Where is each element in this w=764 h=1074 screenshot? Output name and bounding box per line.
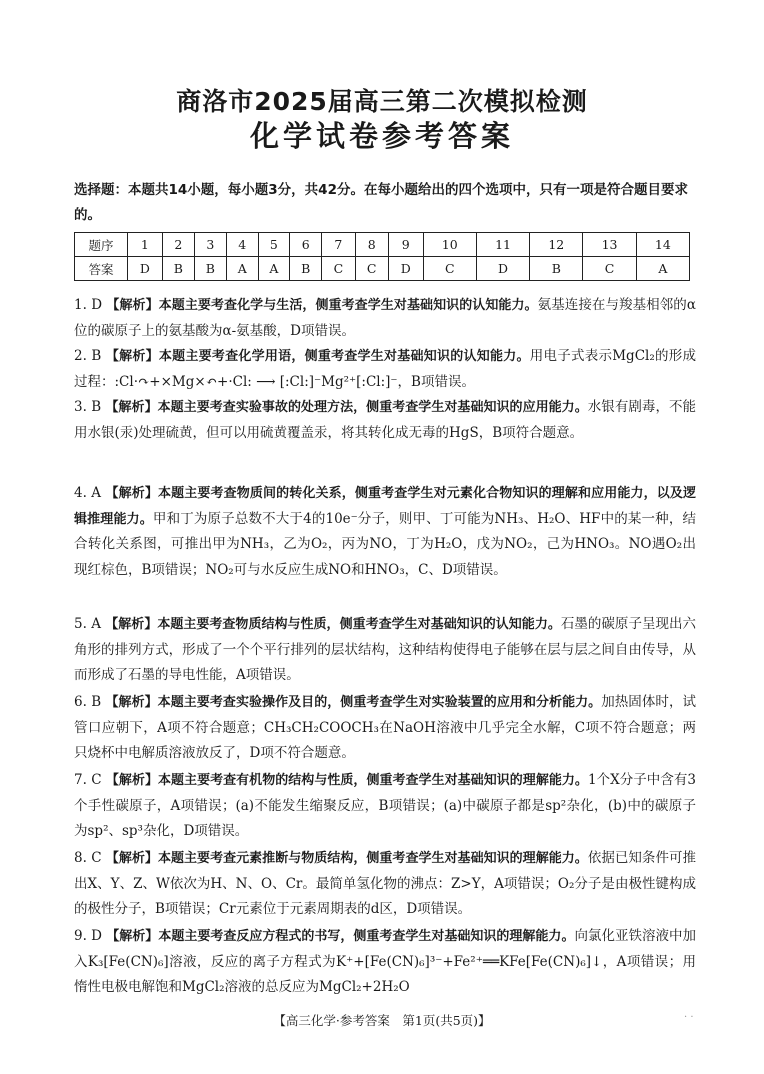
- question-answer: 8. C: [74, 850, 102, 866]
- answer-table-answer-row: [75, 257, 690, 281]
- table-cell: 13: [583, 233, 636, 257]
- table-cell: 12: [530, 233, 583, 257]
- table-cell: B: [162, 257, 194, 281]
- analysis-tag: 【解析】本题主要考查实验操作及目的，侧重考查学生对实验装置的应用和分析能力。: [105, 695, 602, 710]
- analysis-body: 氨基连接在与羧基相邻的α位的碳原子上的氨基酸为α-氨基酸，D项错误。: [74, 297, 696, 339]
- table-cell: C: [423, 257, 476, 281]
- question-explanation: [74, 395, 696, 446]
- analysis-tag: 【解析】本题主要考查化学用语，侧重考查学生对基础知识的认知能力。: [105, 349, 530, 364]
- analysis-tag: 【解析】本题主要考查化学与生活，侧重考查学生对基础知识的认知能力。: [106, 298, 538, 313]
- question-explanation: [74, 481, 696, 583]
- table-cell: A: [258, 257, 290, 281]
- question-answer: 1. D: [74, 297, 103, 313]
- question-answer: 2. B: [74, 348, 102, 364]
- page-footer: 【高三化学·参考答案 第1页(共5页)】: [273, 1013, 491, 1028]
- corner-mark: · ·: [684, 1012, 694, 1023]
- table-cell: 5: [258, 233, 290, 257]
- question-answer: 7. C: [74, 772, 102, 788]
- analysis-body: 甲和丁为原子总数不大于4的10e⁻分子，则甲、丁可能为NH₃、H₂O、HF中的某一种，结合转化关系图，可推出甲为NH₃，乙为O₂，丙为NO，丁为H₂O，戊为NO₂，己为HNO₃。NO遇O₂出现红棕色，B项错误；NO₂可与水反应生成NO和HNO₃，C、D项错误。: [74, 510, 696, 578]
- table-cell: 3: [194, 233, 226, 257]
- table-cell: 8: [355, 233, 388, 257]
- question-explanation: [74, 924, 696, 1001]
- table-cell: D: [388, 257, 423, 281]
- table-cell: C: [355, 257, 388, 281]
- analysis-body: 依据已知条件可推出X、Y、Z、W依次为H、N、O、Cr。最简单氢化物的沸点：Z>Y，A项错误；O₂分子是由极性键构成的极性分子，B项错误；Cr元素位于元素周期表的d区，D项错误。: [74, 850, 696, 917]
- table-cell: D: [128, 257, 163, 281]
- question-answer: 3. B: [74, 399, 102, 415]
- table-cell: 1: [128, 233, 163, 257]
- answer-table-number-row: [75, 233, 690, 257]
- analysis-body: 水银有剧毒，不能用水银(汞)处理硫黄，但可以用硫黄覆盖汞，将其转化成无毒的HgS，B项符合题意。: [74, 399, 697, 441]
- question-answer: 6. B: [74, 694, 102, 710]
- table-cell: A: [636, 257, 689, 281]
- question-explanation: [74, 690, 696, 767]
- analysis-body: 加热固体时，试管口应朝下，A项不符合题意；CH₃CH₂COOCH₃在NaOH溶液中几乎完全水解，C项不符合题意；两只烧杯中电解质溶液放反了，D项不符合题意。: [74, 694, 696, 761]
- table-cell: 10: [423, 233, 476, 257]
- table-cell: B: [530, 257, 583, 281]
- table-cell: B: [194, 257, 226, 281]
- table-cell: 2: [162, 233, 194, 257]
- question-explanation: [74, 344, 696, 395]
- table-cell: 14: [636, 233, 689, 257]
- analysis-body: 石墨的碳原子呈现出六角形的排列方式，形成了一个个平行排列的层状结构，这种结构使得电子能够在层与层之间自由传导，从而形成了石墨的导电性能，A项错误。: [74, 616, 697, 683]
- table-cell: 7: [322, 233, 355, 257]
- analysis-tag: 【解析】本题主要考查元素推断与物质结构，侧重考查学生对基础知识的理解能力。: [105, 851, 588, 866]
- analysis-tag: 【解析】本题主要考查实验事故的处理方法，侧重考查学生对基础知识的应用能力。: [105, 400, 588, 415]
- question-explanation: [74, 612, 696, 689]
- analysis-tag: 【解析】本题主要考查反应方程式的书写，侧重考查学生对基础知识的理解能力。: [106, 929, 575, 944]
- table-cell: B: [290, 257, 322, 281]
- table-cell: 4: [226, 233, 258, 257]
- analysis-tag: 【解析】本题主要考查物质结构与性质，侧重考查学生对基础知识的认知能力。: [105, 617, 561, 632]
- question-explanation: [74, 293, 696, 344]
- table-cell: C: [583, 257, 636, 281]
- analysis-body: 用电子式表示MgCl₂的形成过程：:Cl·↷+×Mg×↶+·Cl: ⟶ [:Cl:]⁻Mg²⁺[:Cl:]⁻，B项错误。: [74, 348, 696, 390]
- question-answer: 4. A: [74, 485, 102, 501]
- analysis-tag: 【解析】本题主要考查有机物的结构与性质，侧重考查学生对基础知识的理解能力。: [105, 773, 588, 788]
- answer-table: [74, 232, 690, 281]
- page-title: 商洛市2025届高三第二次模拟检测: [176, 87, 588, 116]
- table-cell: D: [476, 257, 529, 281]
- analysis-tag: 【解析】本题主要考查物质间的转化关系，侧重考查学生对元素化合物知识的理解和应用能力，以及逻辑推理能力。: [74, 486, 696, 527]
- question-explanation: [74, 768, 696, 845]
- table-cell: 9: [388, 233, 423, 257]
- row-label-number: 题序: [75, 233, 128, 257]
- table-cell: 6: [290, 233, 322, 257]
- row-label-answer: 答案: [75, 257, 128, 281]
- question-answer: 9. D: [74, 928, 102, 944]
- table-cell: A: [226, 257, 258, 281]
- question-answer: 5. A: [74, 616, 101, 632]
- analysis-body: 1个X分子中含有3个手性碳原子，A项错误；(a)不能发生缩聚反应，B项错误；(a)中碳原子都是sp²杂化，(b)中的碳原子为sp²、sp³杂化，D项错误。: [74, 772, 696, 839]
- page-subtitle: 化学试卷参考答案: [249, 119, 514, 153]
- section-intro: 选择题：本题共14小题，每小题3分，共42分。在每小题给出的四个选项中，只有一项是符合题目要求的。: [74, 182, 688, 223]
- table-cell: C: [322, 257, 355, 281]
- question-explanation: [74, 846, 696, 923]
- table-cell: 11: [476, 233, 529, 257]
- analysis-body: 向氯化亚铁溶液中加入K₃[Fe(CN)₆]溶液，反应的离子方程式为K⁺+[Fe(CN)₆]³⁻+Fe²⁺══KFe[Fe(CN)₆]↓，A项错误；用惰性电极电解饱和MgCl₂溶液的总反应为MgCl₂+2H₂O: [74, 928, 696, 995]
